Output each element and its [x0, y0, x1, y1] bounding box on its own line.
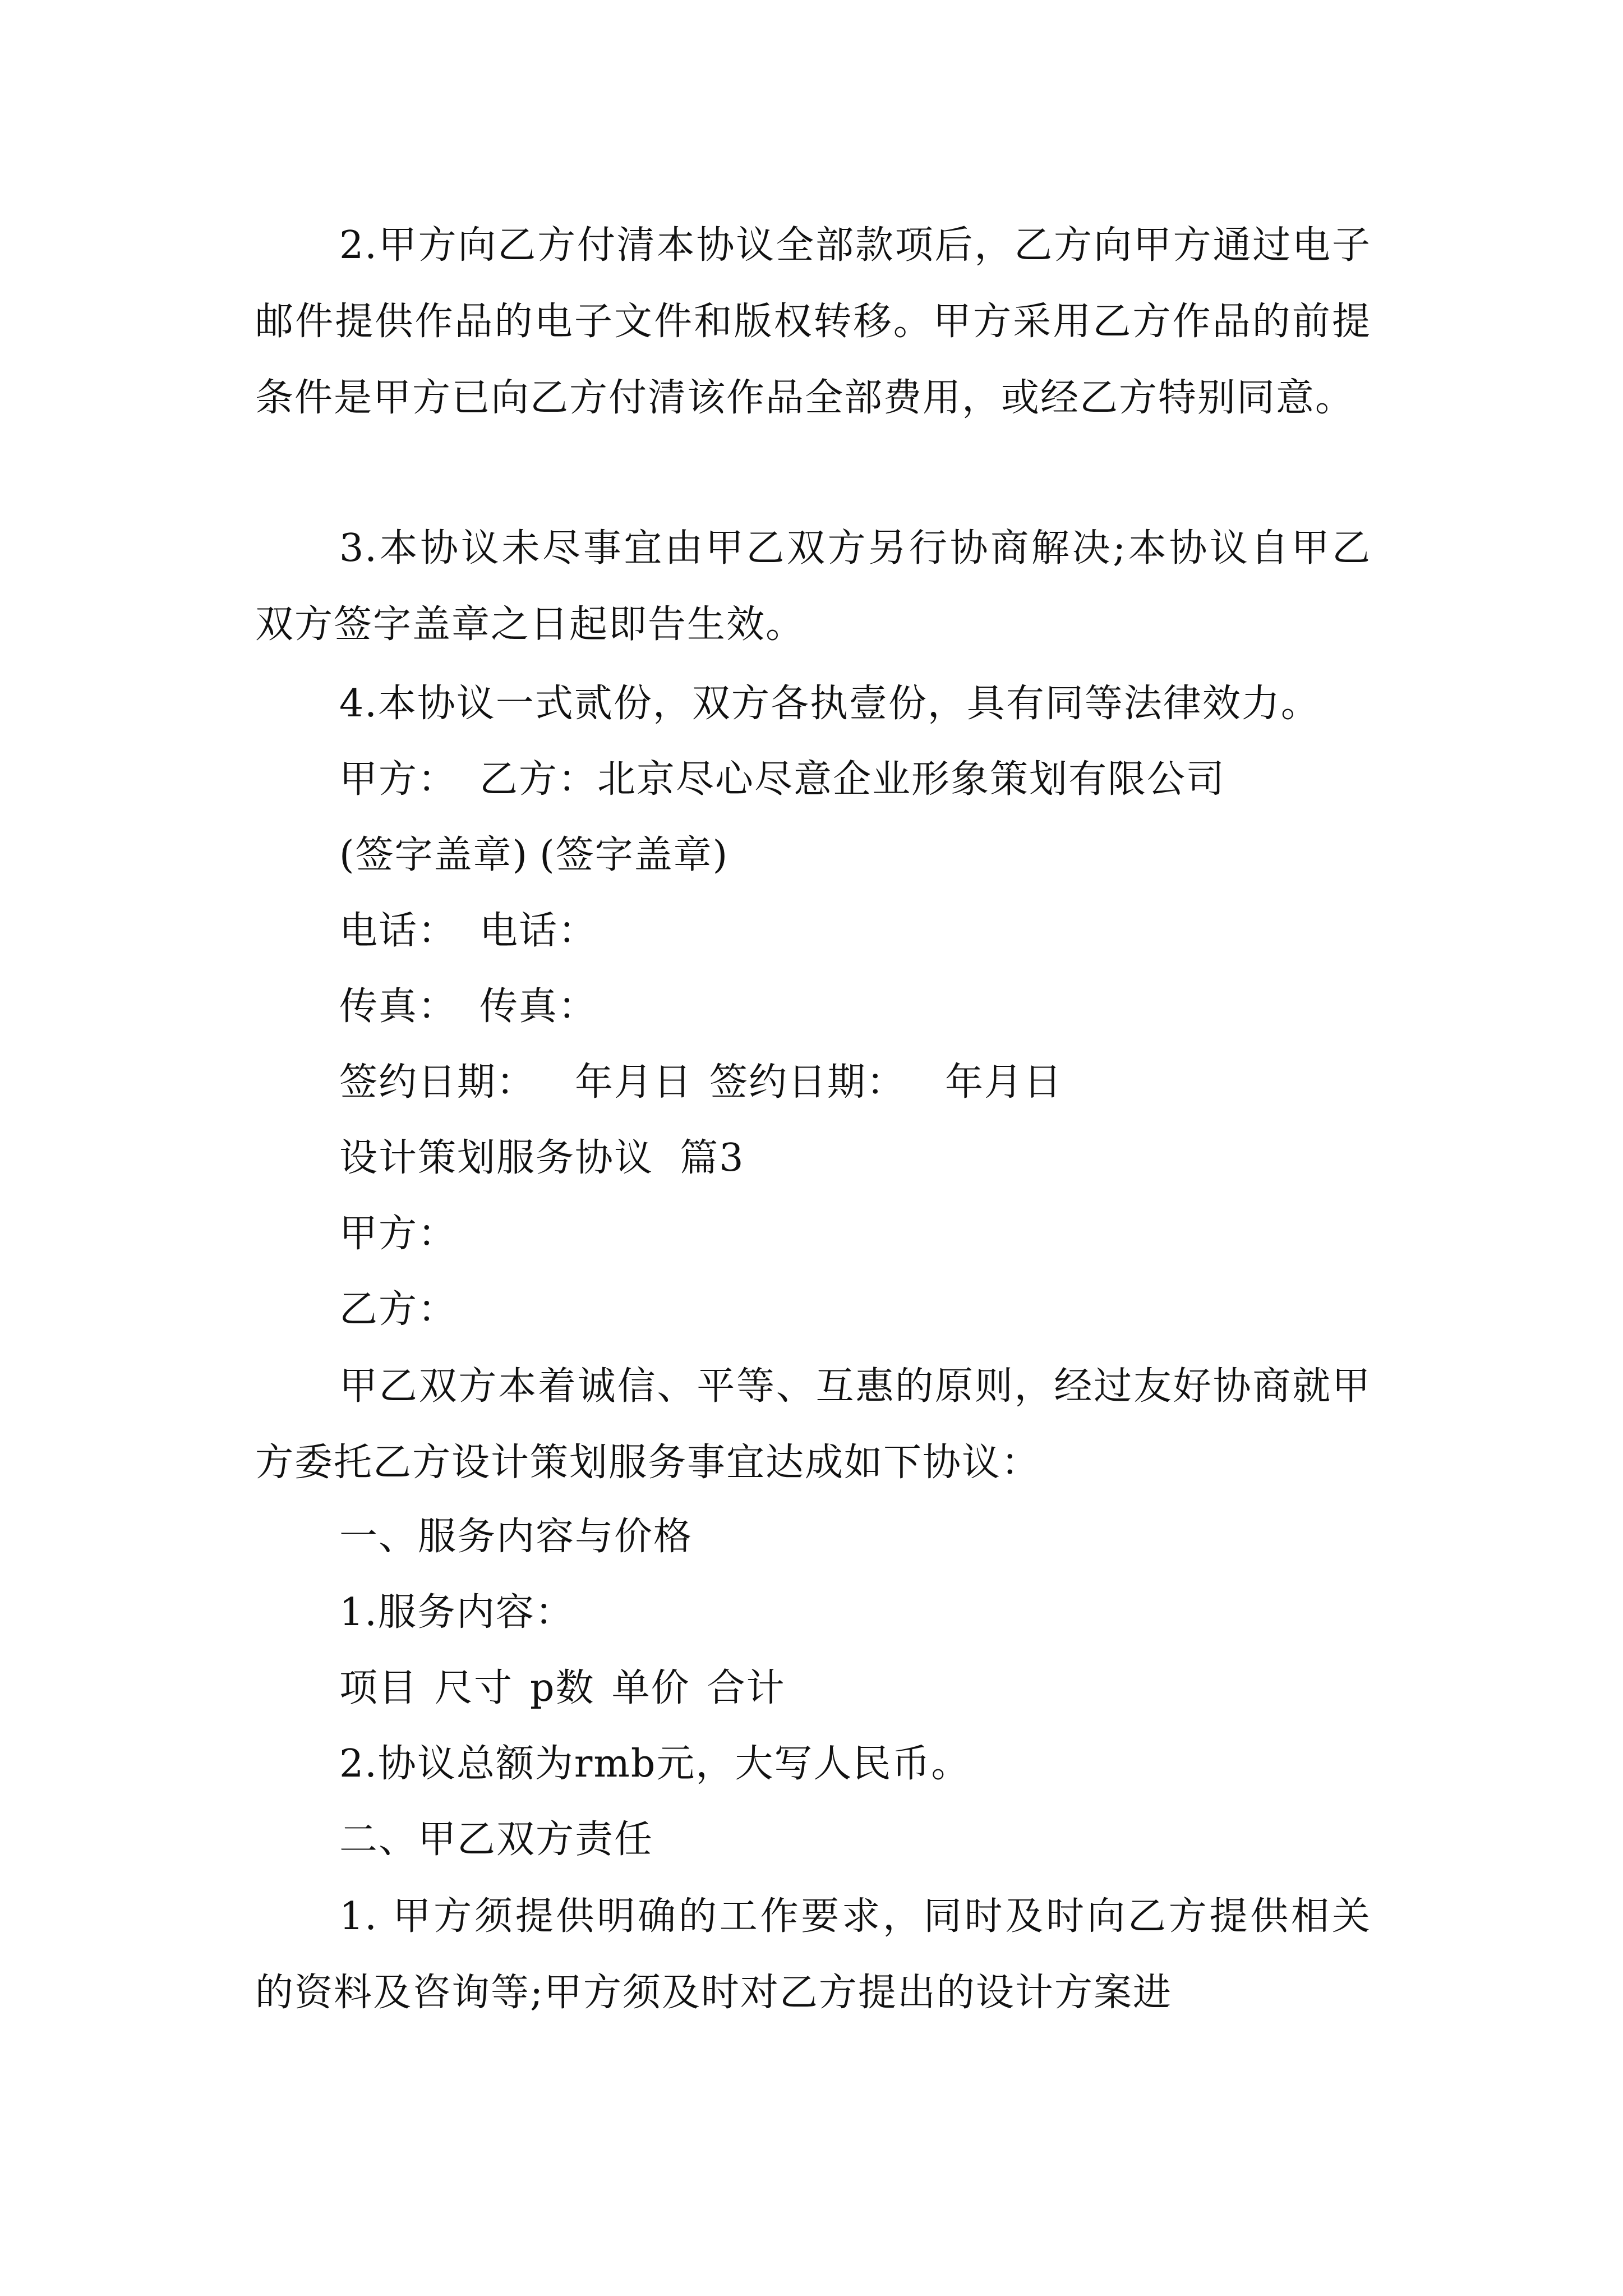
signature-date-line	[339, 1055, 1063, 1111]
paragraph-unresolved-matters: 3.本协议未尽事宜由甲乙双方另行协商解决;本协议自甲乙双方签字盖章之日起即告生效。	[255, 526, 1371, 647]
party-a-date-value: 年月日	[575, 1060, 693, 1105]
party-a-line: 甲方：	[339, 1212, 458, 1256]
intro-paragraph: 甲乙双方本着诚信、平等、互惠的原则，经过友好协商就甲方委托乙方设计策划服务事宜达成如下协议：	[255, 1364, 1371, 1485]
agreement-total-item: 2.协议总额为rmb元，大写人民币。	[339, 1742, 971, 1786]
table-header-project: 项目	[339, 1666, 418, 1710]
signature-party-line	[339, 752, 1225, 808]
party-b-date-value: 年月日	[945, 1060, 1063, 1105]
party-a-fax: 传真：	[339, 984, 458, 1029]
party-a-label: 甲方：	[339, 757, 458, 802]
party-b-label: 乙方：北京尽心尽意企业形象策划有限公司	[479, 757, 1226, 802]
party-b-phone: 电话：	[479, 909, 598, 953]
paragraph-payment-transfer: 2.甲方向乙方付清本协议全部款项后，乙方向甲方通过电子邮件提供作品的电子文件和版权转移。甲方采用乙方作品的前提条件是甲方已向乙方付清该作品全部费用，或经乙方特别同意。	[255, 223, 1371, 420]
signature-seal-line	[339, 827, 728, 884]
heading-responsibilities: 二、甲乙双方责任	[339, 1818, 654, 1862]
table-header-pages: p数	[530, 1666, 595, 1710]
service-table-header	[339, 1660, 786, 1717]
party-b-seal: (签字盖章)	[540, 833, 729, 877]
signature-fax-line	[339, 979, 597, 1035]
table-header-size: 尺寸	[435, 1666, 514, 1710]
responsibility-paragraph: 1. 甲方须提供明确的工作要求，同时及时向乙方提供相关的资料及咨询等;甲方须及时对乙方提出的设计方案进	[255, 1894, 1371, 2015]
service-content-item: 1.服务内容：	[339, 1590, 574, 1635]
table-header-total: 合计	[707, 1666, 786, 1710]
heading-service-content: 一、服务内容与价格	[339, 1515, 693, 1559]
signature-phone-line	[339, 903, 597, 959]
party-b-date-label: 签约日期：	[709, 1060, 906, 1105]
party-a-seal: (签字盖章)	[339, 833, 529, 877]
party-a-phone: 电话：	[339, 909, 458, 953]
party-b-line: 乙方：	[339, 1287, 458, 1332]
paragraph-copies: 4.本协议一式贰份，双方各执壹份，具有同等法律效力。	[339, 682, 1320, 726]
section-title: 设计策划服务协议 篇3	[339, 1136, 745, 1180]
party-b-fax: 传真：	[479, 984, 598, 1029]
party-a-date-label: 签约日期：	[339, 1060, 536, 1105]
table-header-unit-price: 单价	[611, 1666, 690, 1710]
